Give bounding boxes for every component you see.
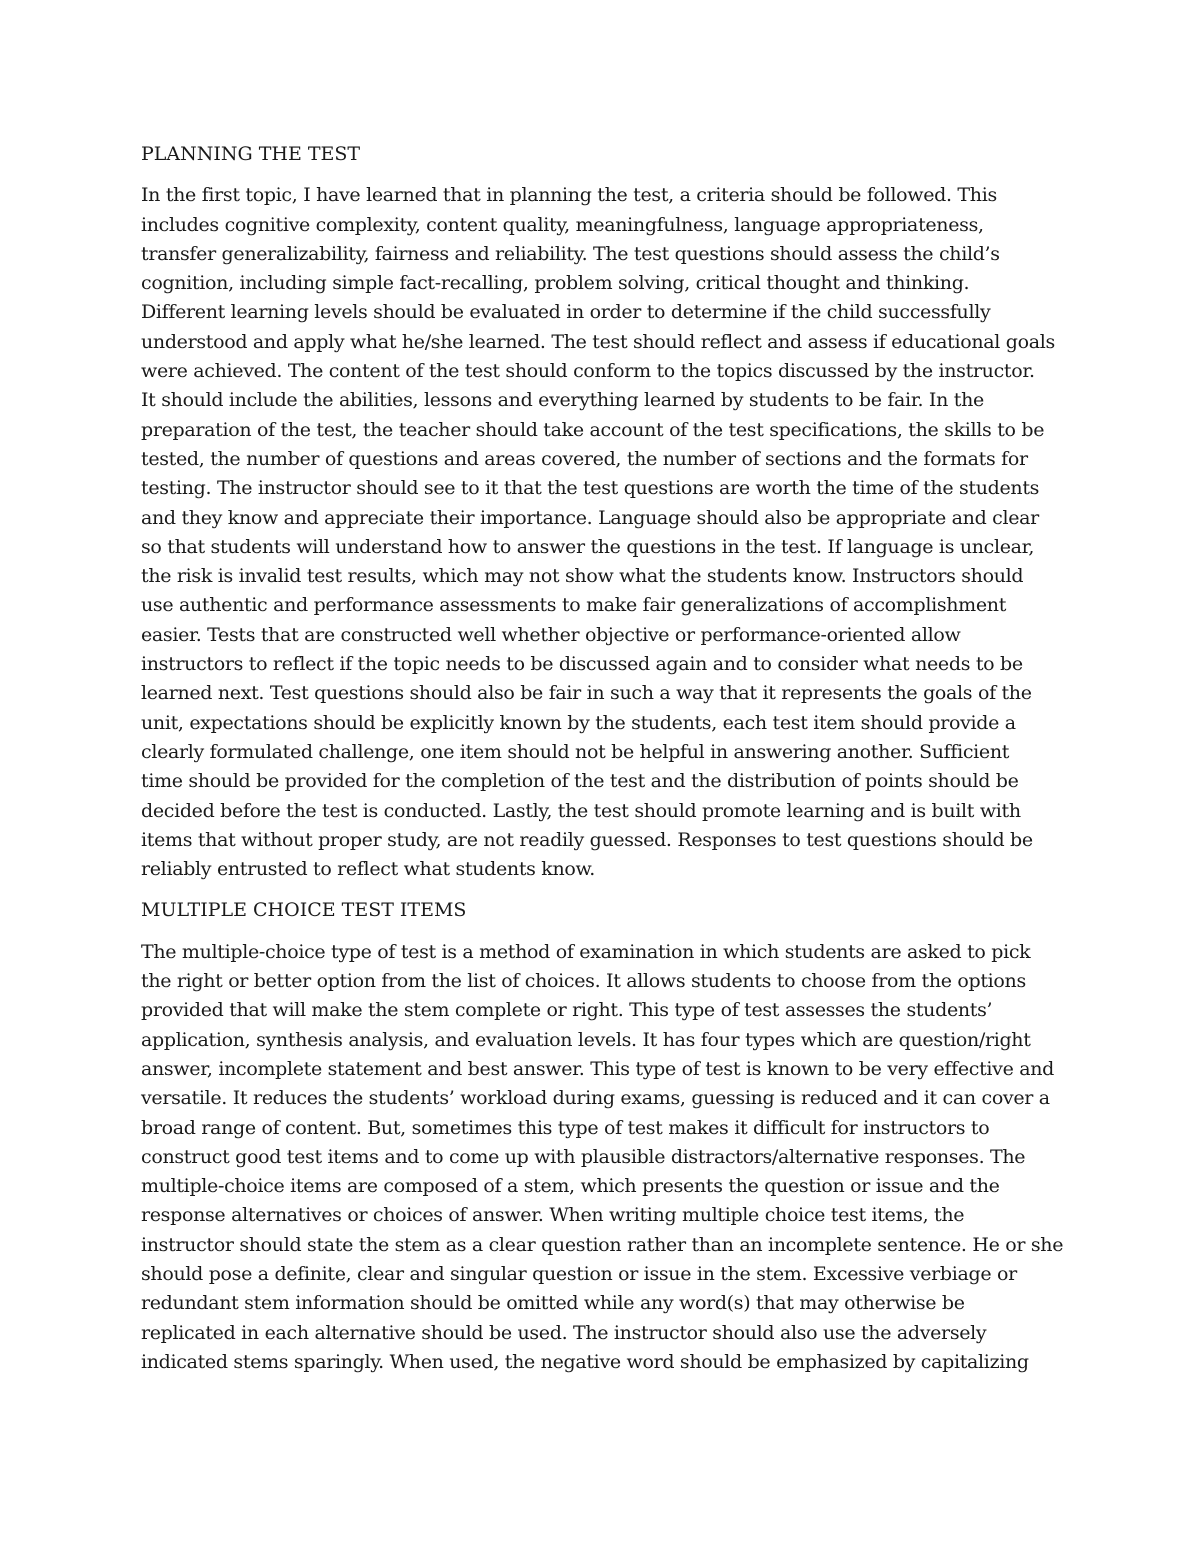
text-line: decided before the test is conducted. Lastly, the test should promote learning and is built with [141,799,1021,822]
text-line: indicated stems sparingly. When used, the negative word should be emphasized by capitalizing [141,1350,1029,1373]
paragraph-planning [141,181,1066,884]
text-line: should pose a definite, clear and singular question or issue in the stem. Excessive verbiage or [141,1262,1017,1285]
text-line: redundant stem information should be omitted while any word(s) that may otherwise be [141,1292,965,1315]
text-line: easier. Tests that are constructed well whether objective or performance-oriented allow [141,623,961,646]
text-line: In the first topic, I have learned that in planning the test, a criteria should be followed. This [141,184,997,207]
text-line: It should include the abilities, lessons and everything learned by students to be fair. In the [141,389,984,412]
text-line: instructor should state the stem as a clear question rather than an incomplete sentence. He or she [141,1233,1064,1256]
text-line: testing. The instructor should see to it that the test questions are worth the time of the students [141,477,1040,500]
text-line: items that without proper study, are not readily guessed. Responses to test questions should be [141,828,1033,851]
text-line: broad range of content. But, sometimes this type of test makes it difficult for instructors to [141,1116,990,1139]
text-line: reliably entrusted to reflect what students know. [141,858,595,881]
paragraph-multiple-choice [141,938,1066,1377]
document-body [141,140,1066,1389]
text-line: were achieved. The content of the test should conform to the topics discussed by the instructor. [141,360,1035,383]
text-line: instructors to reflect if the topic needs to be discussed again and to consider what needs to be [141,653,1023,676]
text-line: cognition, including simple fact-recalling, problem solving, critical thought and thinking. [141,272,970,295]
text-line: the risk is invalid test results, which may not show what the students know. Instructors should [141,565,1024,588]
text-line: preparation of the test, the teacher should take account of the test specifications, the skills to be [141,418,1045,441]
text-line: answer, incomplete statement and best answer. This type of test is known to be very effective and [141,1057,1054,1080]
text-line: multiple-choice items are composed of a stem, which presents the question or issue and the [141,1175,1000,1198]
text-line: understood and apply what he/she learned. The test should reflect and assess if educational goals [141,330,1055,353]
text-line: provided that will make the stem complete or right. This type of test assesses the students’ [141,999,993,1022]
text-line: construct good test items and to come up with plausible distractors/alternative responses. The [141,1145,1026,1168]
text-line: transfer generalizability, fairness and reliability. The test questions should assess the child’s [141,242,1000,265]
text-line: application, synthesis analysis, and evaluation levels. It has four types which are question/right [141,1028,1031,1051]
text-line: time should be provided for the completion of the test and the distribution of points should be [141,770,1019,793]
text-line: tested, the number of questions and areas covered, the number of sections and the formats for [141,447,1028,470]
text-line: clearly formulated challenge, one item should not be helpful in answering another. Sufficient [141,740,1010,763]
text-line: and they know and appreciate their importance. Language should also be appropriate and clear [141,506,1039,529]
text-line: so that students will understand how to answer the questions in the test. If language is unclear, [141,535,1035,558]
text-line: use authentic and performance assessments to make fair generalizations of accomplishment [141,594,1007,617]
text-line: replicated in each alternative should be used. The instructor should also use the adversely [141,1321,987,1344]
text-line: The multiple-choice type of test is a method of examination in which students are asked to pick [141,940,1031,963]
text-line: versatile. It reduces the students’ workload during exams, guessing is reduced and it can cover a [141,1087,1050,1110]
section-heading-multiple-choice: MULTIPLE CHOICE TEST ITEMS [141,899,467,922]
text-line: unit, expectations should be explicitly known by the students, each test item should provide a [141,711,1016,734]
text-line: the right or better option from the list of choices. It allows students to choose from the options [141,970,1026,993]
text-line: response alternatives or choices of answer. When writing multiple choice test items, the [141,1204,965,1227]
section-heading-planning: PLANNING THE TEST [141,143,361,165]
text-line: learned next. Test questions should also be fair in such a way that it represents the goals of the [141,682,1032,705]
text-line: includes cognitive complexity, content quality, meaningfulness, language appropriateness, [141,213,984,236]
text-line: Different learning levels should be evaluated in order to determine if the child successfully [141,301,991,324]
